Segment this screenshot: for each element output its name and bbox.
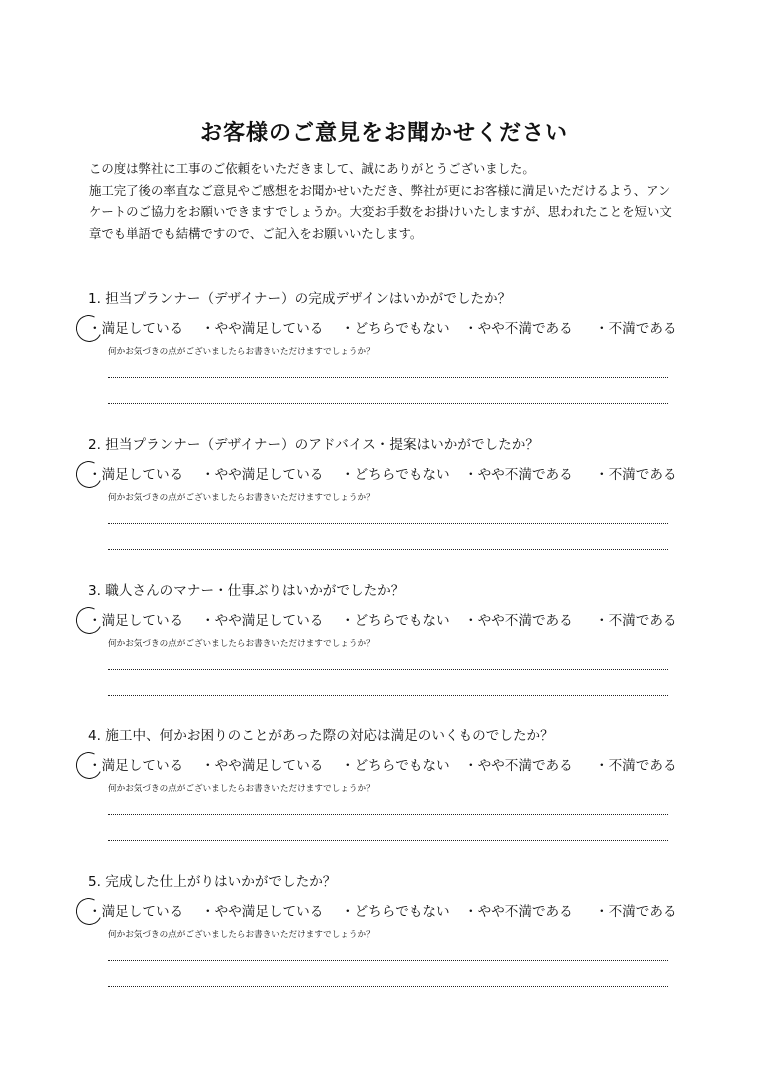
option-somewhat-dissatisfied[interactable]: ・やや不満である <box>464 613 573 629</box>
option-somewhat-satisfied[interactable]: ・やや満足している <box>201 467 324 483</box>
intro-line: 施工完了後の率直なご意見やご感想をお聞かせいただき、弊社が更にお客様に満足いただけるよう、アン <box>89 182 671 198</box>
option-satisfied[interactable]: ・満足している <box>88 904 184 920</box>
intro-line: 章でも単語でも結構ですので、ご記入をお願いいたします。 <box>89 225 423 241</box>
question-2 <box>88 433 708 550</box>
comment-prompt: 何かお気づきの点がございましたらお書きいただけますでしょうか？ <box>108 347 375 357</box>
option-somewhat-dissatisfied[interactable]: ・やや不満である <box>464 467 573 483</box>
option-dissatisfied[interactable]: ・不満である <box>595 467 677 483</box>
option-neutral[interactable]: ・どちらでもない <box>341 758 450 774</box>
option-somewhat-satisfied[interactable]: ・やや満足している <box>201 321 324 337</box>
option-neutral[interactable]: ・どちらでもない <box>341 467 450 483</box>
comment-line[interactable] <box>108 377 668 378</box>
option-dissatisfied[interactable]: ・不満である <box>595 904 677 920</box>
option-satisfied[interactable]: ・満足している <box>88 613 184 629</box>
option-somewhat-satisfied[interactable]: ・やや満足している <box>201 613 324 629</box>
page-title: お客様のご意見をお聞かせください <box>199 120 568 146</box>
answer-options <box>88 896 708 926</box>
comment-prompt: 何かお気づきの点がございましたらお書きいただけますでしょうか？ <box>108 784 375 794</box>
comment-prompt: 何かお気づきの点がございましたらお書きいただけますでしょうか？ <box>108 930 375 940</box>
question-text: 1. 担当プランナー（デザイナー）の完成デザインはいかがでしたか？ <box>88 291 512 307</box>
question-text: 3. 職人さんのマナー・仕事ぶりはいかがでしたか？ <box>88 583 405 599</box>
comment-line[interactable] <box>108 960 668 961</box>
option-satisfied[interactable]: ・満足している <box>88 321 184 337</box>
answer-options <box>88 459 708 489</box>
option-dissatisfied[interactable]: ・不満である <box>595 613 677 629</box>
comment-line[interactable] <box>108 523 668 524</box>
comment-line[interactable] <box>108 669 668 670</box>
option-somewhat-satisfied[interactable]: ・やや満足している <box>201 758 324 774</box>
question-4 <box>88 724 708 841</box>
question-1 <box>88 287 708 404</box>
option-somewhat-dissatisfied[interactable]: ・やや不満である <box>464 904 573 920</box>
question-5 <box>88 870 708 987</box>
comment-line[interactable] <box>108 695 668 696</box>
comment-line[interactable] <box>108 840 668 841</box>
comment-prompt: 何かお気づきの点がございましたらお書きいただけますでしょうか？ <box>108 639 375 649</box>
comment-line[interactable] <box>108 549 668 550</box>
question-text: 5. 完成した仕上がりはいかがでしたか？ <box>88 874 337 890</box>
comment-prompt: 何かお気づきの点がございましたらお書きいただけますでしょうか？ <box>108 493 375 503</box>
question-text: 2. 担当プランナー（デザイナー）のアドバイス・提案はいかがでしたか？ <box>88 437 539 453</box>
option-satisfied[interactable]: ・満足している <box>88 758 184 774</box>
option-dissatisfied[interactable]: ・不満である <box>595 321 677 337</box>
option-neutral[interactable]: ・どちらでもない <box>341 321 450 337</box>
option-dissatisfied[interactable]: ・不満である <box>595 758 677 774</box>
option-somewhat-satisfied[interactable]: ・やや満足している <box>201 904 324 920</box>
intro-line: この度は弊社に工事のご依頼をいただきまして、誠にありがとうございました。 <box>89 161 535 176</box>
question-text: 4. 施工中、何かお困りのことがあった際の対応は満足のいくものでしたか？ <box>88 728 554 744</box>
answer-options <box>88 605 708 635</box>
comment-line[interactable] <box>108 986 668 987</box>
question-3 <box>88 579 708 696</box>
option-somewhat-dissatisfied[interactable]: ・やや不満である <box>464 321 573 337</box>
option-satisfied[interactable]: ・満足している <box>88 467 184 483</box>
comment-line[interactable] <box>108 403 668 404</box>
answer-options <box>88 750 708 780</box>
intro-line: ケートのご協力をお願いできますでしょうか。大変お手数をお掛けいたしますが、思われたことを短い文 <box>89 204 672 219</box>
answer-options <box>88 313 708 343</box>
option-neutral[interactable]: ・どちらでもない <box>341 904 450 920</box>
intro-text <box>89 158 689 244</box>
option-somewhat-dissatisfied[interactable]: ・やや不満である <box>464 758 573 774</box>
option-neutral[interactable]: ・どちらでもない <box>341 613 450 629</box>
comment-line[interactable] <box>108 814 668 815</box>
